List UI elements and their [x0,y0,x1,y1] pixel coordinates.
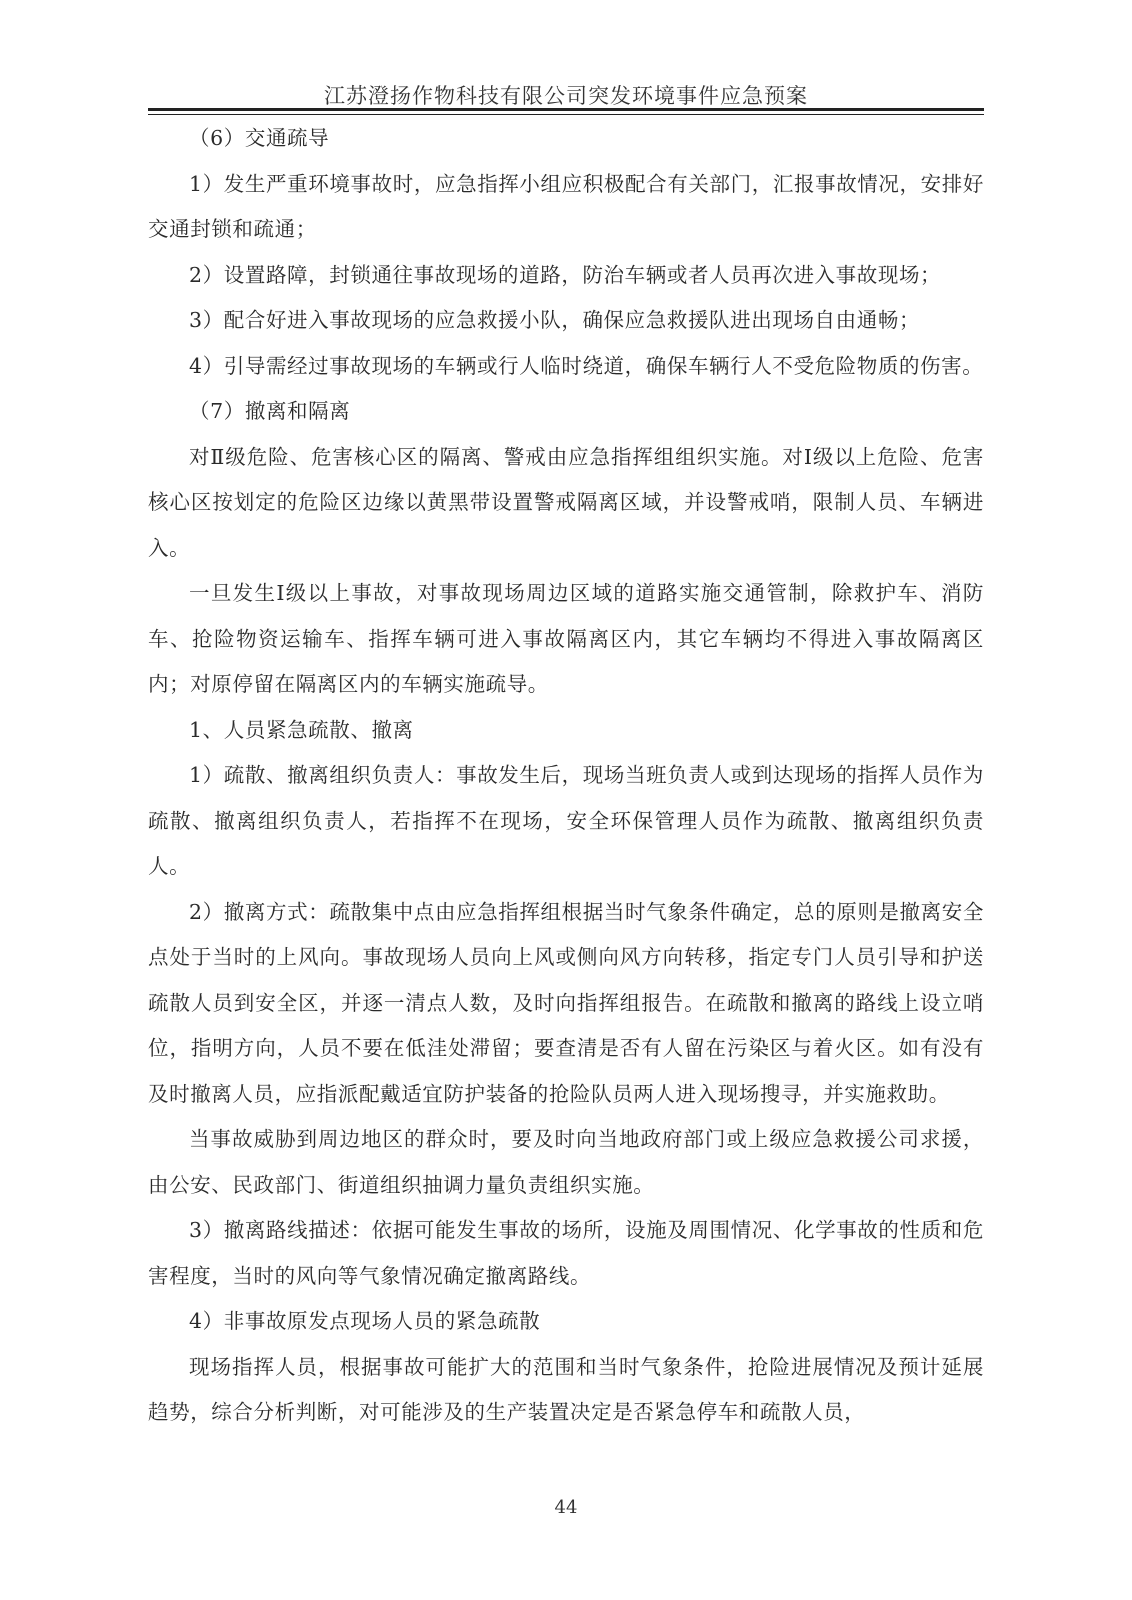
section-heading: （6）交通疏导 [189,126,330,150]
body-paragraph: 3）配合好进入事故现场的应急救援小队，确保应急救援队进出现场自由通畅； [189,308,921,332]
page-number: 44 [554,1497,578,1518]
header-rule-thick [148,108,984,111]
section-heading: 1、人员紧急疏散、撤离 [189,717,414,742]
body-paragraph: 4）引导需经过事故现场的车辆或行人临时绕道，确保车辆行人不受危险物质的伤害。 [189,353,984,378]
body-paragraph: 对Ⅱ级危险、危害核心区的隔离、警戒由应急指挥组组织实施。对Ⅰ级以上危险、危害核心区按划定的危险区边缘以黄黑带设置警戒隔离区域，并设警戒哨，限制人员、车辆进入。 [148,444,984,560]
body-paragraph: 2）设置路障，封锁通往事故现场的道路，防治车辆或者人员再次进入事故现场； [189,262,942,287]
body-paragraph: 一旦发生Ⅰ级以上事故，对事故现场周边区域的道路实施交通管制，除救护车、消防车、抢险物资运输车、指挥车辆可进入事故隔离区内，其它车辆均不得进入事故隔离区内；对原停留在隔离区内的车辆实施疏导。 [148,581,984,696]
body-paragraph: 当事故威胁到周边地区的群众时，要及时向当地政府部门或上级应急救援公司求援，由公安、民政部门、街道组织抽调力量负责组织实施。 [148,1127,984,1197]
body-paragraph: 现场指挥人员，根据事故可能扩大的范围和当时气象条件，抢险进展情况及预计延展趋势，综合分析判断，对可能涉及的生产装置决定是否紧急停车和疏散人员， [148,1354,984,1424]
header-rule-thin [148,114,984,115]
document-header-title: 江苏澄扬作物科技有限公司突发环境事件应急预案 [324,84,808,108]
section-heading: （7）撤离和隔离 [189,399,351,423]
body-paragraph: 1）发生严重环境事故时，应急指挥小组应积极配合有关部门，汇报事故情况，安排好交通封锁和疏通； [148,171,984,241]
body-paragraph: 2）撤离方式：疏散集中点由应急指挥组根据当时气象条件确定，总的原则是撤离安全点处于当时的上风向。事故现场人员向上风或侧向风方向转移，指定专门人员引导和护送疏散人员到安全区，并逐一清点人数，及时向指挥组报告。在疏散和撤离的路线上设立哨位，指明方向，人员不要在低洼处滞留；要查清是否有人留在污染区与着火区。如有没有及时撤离人员，应指派配戴适宜防护装备的抢险队员两人进入现场搜寻，并实施救助。 [148,899,984,1106]
body-paragraph: 3）撤离路线描述：依据可能发生事故的场所，设施及周围情况、化学事故的性质和危害程度，当时的风向等气象情况确定撤离路线。 [148,1218,984,1288]
document-body [148,116,984,1436]
section-heading: 4）非事故原发点现场人员的紧急疏散 [189,1309,541,1333]
body-paragraph: 1）疏散、撤离组织负责人：事故发生后，现场当班负责人或到达现场的指挥人员作为疏散、撤离组织负责人，若指挥不在现场，安全环保管理人员作为疏散、撤离组织负责人。 [148,763,984,878]
